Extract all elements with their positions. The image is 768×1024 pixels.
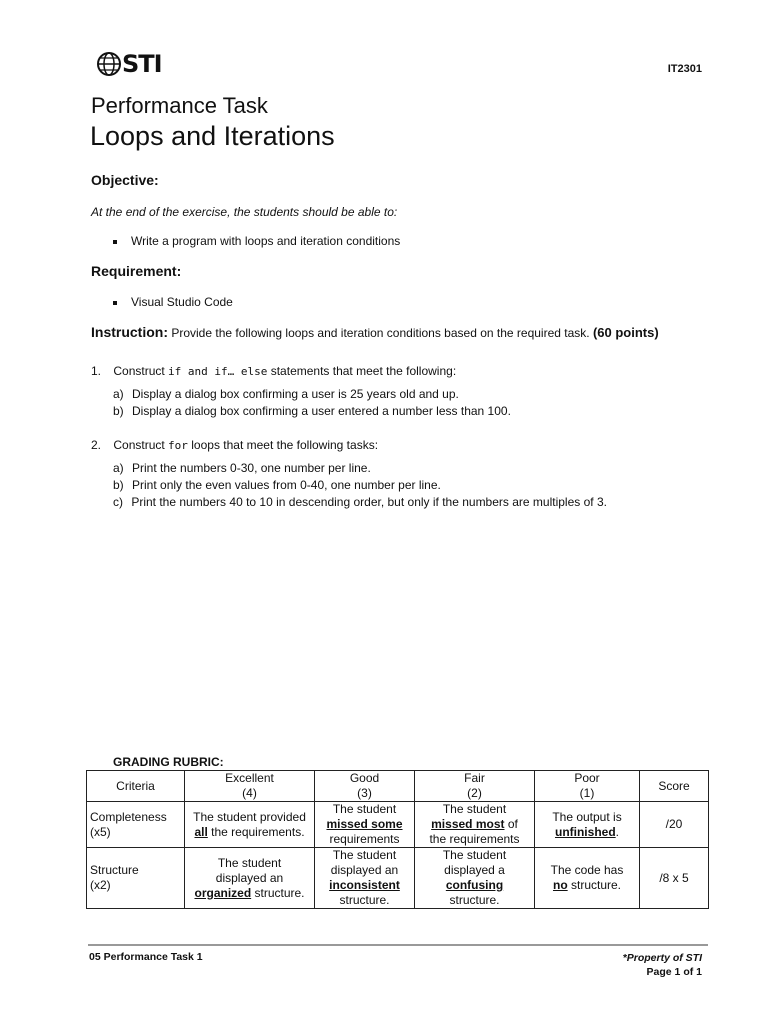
item-letter: a): [113, 387, 124, 401]
page-title: Loops and Iterations: [90, 121, 335, 151]
task-1-item-b: [113, 404, 511, 418]
task-2-num: 2.: [91, 438, 102, 452]
task-1-post: statements that meet the following:: [267, 364, 457, 378]
fair-cell: The student missed most of the requirements: [415, 802, 535, 848]
task-2-code: for: [168, 439, 188, 452]
instruction-line: [91, 324, 659, 340]
item-letter: b): [113, 478, 124, 492]
header-criteria: Criteria: [87, 771, 185, 802]
criteria-cell: Completeness (x5): [87, 802, 185, 848]
footer-property: *Property of STI: [622, 952, 702, 964]
footer-document-label: 05 Performance Task 1: [89, 951, 203, 963]
item-letter: c): [113, 495, 123, 509]
poor-cell: The code has no structure.: [535, 848, 640, 909]
item-text: Print the numbers 0-30, one number per line.: [132, 461, 371, 475]
objective-intro: At the end of the exercise, the students should be able to:: [91, 205, 398, 219]
header-fair: Fair (2): [415, 771, 535, 802]
good-cell: The student missed some requirements: [315, 802, 415, 848]
task-2-post: loops that meet the following tasks:: [187, 438, 379, 452]
grading-rubric-table: [86, 770, 709, 909]
rubric-header-row: [87, 771, 709, 802]
footer-divider: [88, 944, 708, 946]
instruction-points: (60 points): [592, 325, 659, 340]
bullet-icon: [113, 240, 117, 244]
table-row: [87, 848, 709, 909]
item-text: Display a dialog box confirming a user entered a number less than 100.: [132, 404, 511, 418]
bullet-icon: [113, 301, 117, 305]
item-letter: b): [113, 404, 124, 418]
globe-icon: [96, 51, 122, 77]
excellent-cell: The student provided all the requirements.: [185, 802, 315, 848]
task-1-line: [91, 364, 456, 378]
header-poor: Poor (1): [535, 771, 640, 802]
task-1-code: if and if… else: [168, 365, 268, 378]
objective-bullet: [113, 234, 400, 248]
item-text: Display a dialog box confirming a user is 25 years old and up.: [132, 387, 459, 401]
header-excellent: Excellent (4): [185, 771, 315, 802]
task-1-item-a: [113, 387, 459, 401]
task-2-item-a: [113, 461, 371, 475]
poor-cell: The output is unfinished.: [535, 802, 640, 848]
task-1-pre: Construct: [113, 364, 169, 378]
instruction-label: Instruction:: [91, 324, 168, 340]
footer-page-number: Page 1 of 1: [646, 966, 702, 978]
document-code: IT2301: [667, 63, 702, 75]
task-2-line: [91, 438, 378, 452]
requirement-heading: Requirement:: [91, 263, 182, 279]
rubric-title: GRADING RUBRIC:: [113, 755, 224, 769]
good-cell: The student displayed an inconsistent structure.: [315, 848, 415, 909]
logo-text: STI: [122, 50, 162, 78]
task-2-pre: Construct: [113, 438, 169, 452]
table-row: [87, 802, 709, 848]
sti-logo: [96, 50, 162, 78]
header-good: Good (3): [315, 771, 415, 802]
task-2-item-b: [113, 478, 441, 492]
item-text: Print the numbers 40 to 10 in descending order, but only if the numbers are multiples of 3.: [131, 495, 607, 509]
requirement-bullet-text: Visual Studio Code: [131, 295, 233, 309]
score-cell: /20: [640, 802, 709, 848]
item-text: Print only the even values from 0-40, one number per line.: [132, 478, 441, 492]
fair-cell: The student displayed a confusing structure.: [415, 848, 535, 909]
instruction-text: Provide the following loops and iteration conditions based on the required task.: [168, 326, 593, 340]
footer-right: [623, 951, 702, 979]
objective-heading: Objective:: [91, 172, 159, 188]
header-score: Score: [640, 771, 709, 802]
item-letter: a): [113, 461, 124, 475]
objective-bullet-text: Write a program with loops and iteration conditions: [131, 234, 401, 248]
criteria-cell: Structure (x2): [87, 848, 185, 909]
excellent-cell: The student displayed an organized structure.: [185, 848, 315, 909]
task-2-item-c: [113, 495, 607, 509]
requirement-bullet: [113, 295, 233, 309]
page-subtitle: Performance Task: [91, 93, 268, 118]
score-cell: /8 x 5: [640, 848, 709, 909]
task-1-num: 1.: [91, 364, 102, 378]
